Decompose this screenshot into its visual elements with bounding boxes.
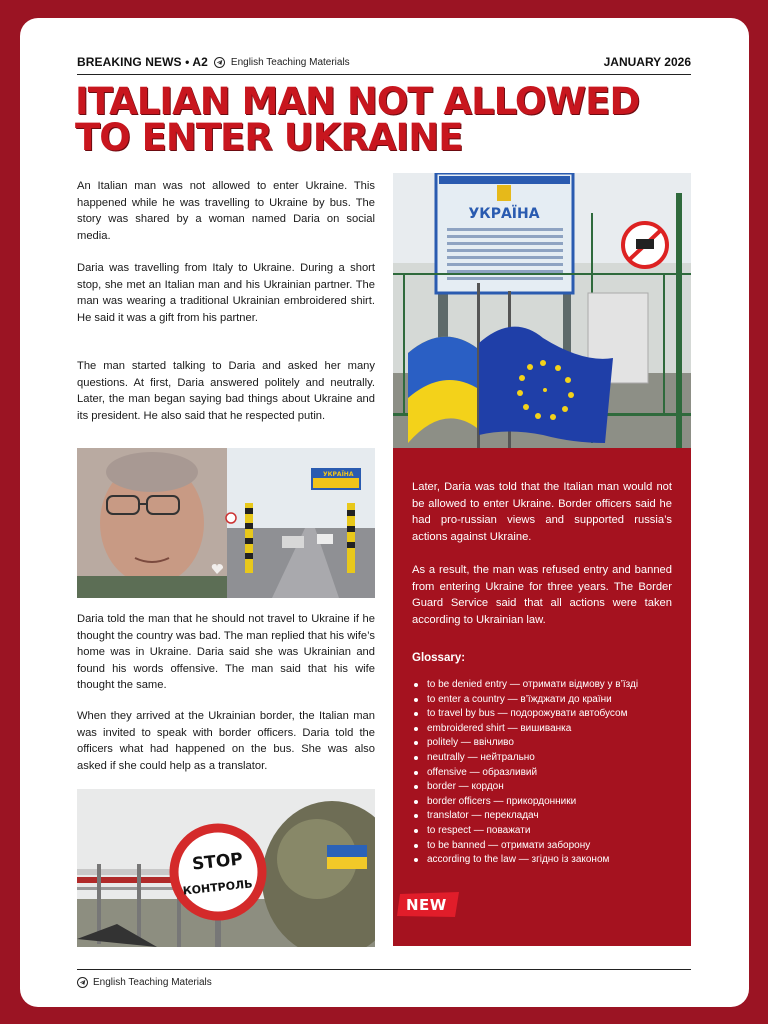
source-label: English Teaching Materials [230, 56, 350, 68]
paragraph-5: When they arrived at the Ukrainian border, the Italian man was invited to speak with border officers. Daria told the officers what had happened on the bus. She was also asked if she could help as a translator. [77, 710, 375, 772]
article-page [20, 18, 749, 1007]
glossary-item: offensive — образливий [412, 766, 682, 781]
glossary-title: Glossary: [412, 652, 466, 664]
glossary-item: neutrally — нейтрально [412, 751, 682, 766]
stop-sign-photo [77, 789, 375, 947]
headline: ITALIAN MAN NOT ALLOWED TO ENTER UKRAINE [75, 80, 640, 159]
glossary-item: border — кордон [412, 780, 682, 795]
glossary-item: according to the law — згідно із законом [412, 853, 682, 868]
glossary-list [412, 678, 682, 868]
paragraph-1: An Italian man was not allowed to enter Ukraine. This happened while he was travelling to Ukraine by bus. The story was shared by a woman named Daria on social media. [77, 180, 375, 242]
red-panel [393, 448, 691, 946]
top-bar [77, 50, 691, 75]
telegram-icon [214, 57, 225, 68]
glossary-item: translator — перекладач [412, 809, 682, 824]
glossary-item: politely — ввічливо [412, 736, 682, 751]
panel-paragraph-1: Later, Daria was told that the Italian man would not be allowed to enter Ukraine. Border officers said he had pro-russian views and supported russia’s actions against Ukraine. [412, 481, 672, 543]
daria-border-photo [77, 448, 375, 598]
control-text: КОНТРОЛЬ [182, 877, 254, 898]
panel-paragraph-2: As a result, the man was refused entry and banned from entering Ukraine for three years. The Border Guard Service said that all actions were taken according to Ukrainian law. [412, 564, 672, 626]
ukraine-sign: УКРАЇНА [468, 206, 540, 222]
glossary-item: border officers — прикордонники [412, 795, 682, 810]
glossary-item: to be banned — отримати заборону [412, 839, 682, 854]
glossary-item: embroidered shirt — вишиванка [412, 722, 682, 737]
glossary-item: to be denied entry — отримати відмову у в’їзді [412, 678, 682, 693]
issue-date: JANUARY 2026 [603, 55, 691, 69]
footer [77, 969, 691, 988]
top-bar-left [77, 55, 350, 69]
new-badge [397, 892, 461, 918]
paragraph-3: The man started talking to Daria and asked her many questions. At first, Daria answered politely and neutrally. Later, the man began saying bad things about Ukraine and its president. He also said that he respected putin. [77, 360, 375, 422]
glossary-item: to respect — поважати [412, 824, 682, 839]
glossary-item: to enter a country — в’їжджати до країни [412, 693, 682, 708]
stop-text: STOP [191, 849, 244, 875]
section-kicker: BREAKING NEWS • A2 [77, 55, 208, 69]
paragraph-4: Daria told the man that he should not travel to Ukraine if he thought the country was bad. The man replied that his wife’s home was in Ukraine. Daria said she was Ukrainian and found his words offensive. The man said that his wife thought the same. [77, 613, 375, 691]
glossary-item: to travel by bus — подорожувати автобусом [412, 707, 682, 722]
border-flags-photo [393, 173, 691, 448]
footer-source: English Teaching Materials [93, 977, 212, 988]
checkpoint-sign: УКРАЇНА [323, 471, 354, 478]
paragraph-2: Daria was travelling from Italy to Ukraine. During a short stop, she met an Italian man and his Ukrainian partner. The man was wearing a traditional Ukrainian embroidered shirt. He said it was a gift from his partner. [77, 262, 375, 324]
telegram-icon [77, 977, 88, 988]
new-badge-label: NEW [406, 896, 447, 914]
